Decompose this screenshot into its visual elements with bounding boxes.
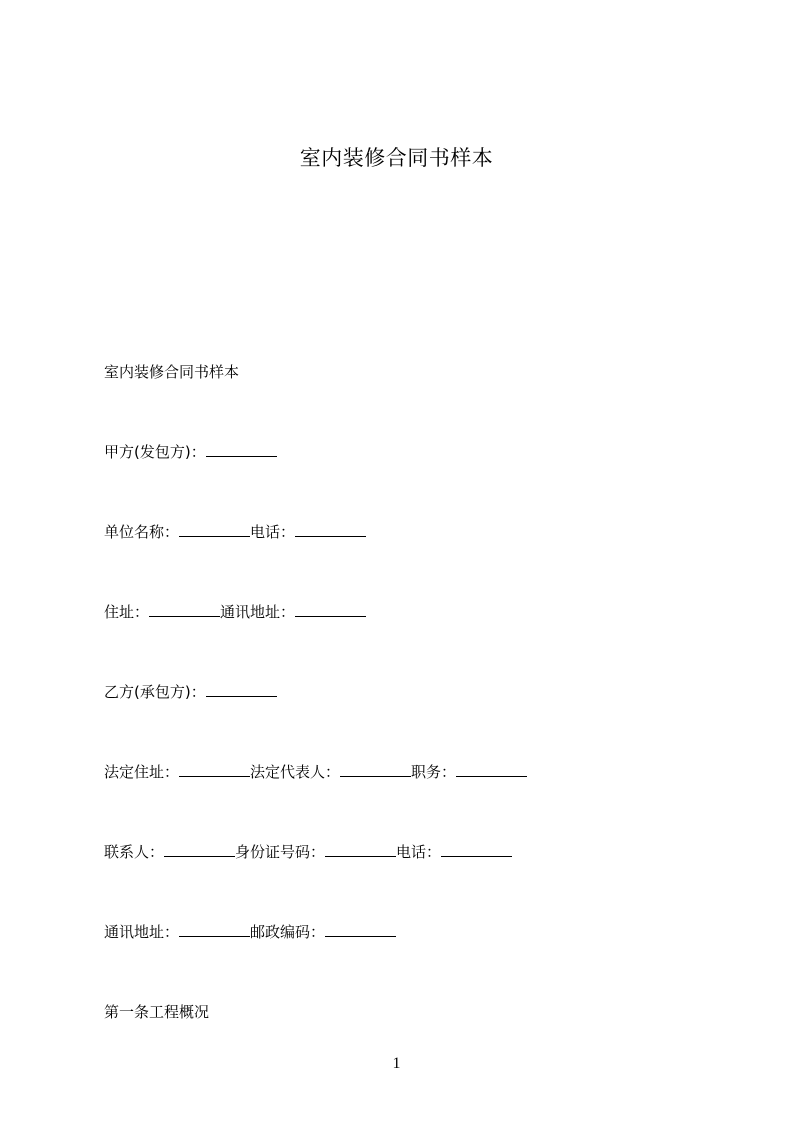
unit-name-blank xyxy=(179,522,250,537)
b-mail-address-blank xyxy=(179,922,250,937)
party-a-blank xyxy=(206,442,277,457)
contact-label: 联系人： xyxy=(104,843,165,861)
address-blank xyxy=(149,602,220,617)
page-number: 1 xyxy=(392,1055,401,1072)
party-b-legal-line xyxy=(104,762,527,782)
mail-address-label: 通讯地址： xyxy=(220,603,296,621)
contact-blank xyxy=(164,842,235,857)
contact-phone-label: 电话： xyxy=(396,843,442,861)
party-b-line xyxy=(104,682,277,702)
unit-name-label: 单位名称： xyxy=(104,523,180,541)
party-b-blank xyxy=(206,682,277,697)
unit-phone-label: 电话： xyxy=(250,523,296,541)
party-a-label: 甲方(发包方)： xyxy=(104,443,206,461)
contact-phone-blank xyxy=(441,842,512,857)
unit-phone-blank xyxy=(295,522,366,537)
party-b-contact-line xyxy=(104,842,512,862)
id-number-label: 身份证号码： xyxy=(235,843,326,861)
legal-rep-blank xyxy=(340,762,411,777)
party-a-address-line xyxy=(104,602,366,622)
legal-rep-label: 法定代表人： xyxy=(250,763,341,781)
mail-address-blank xyxy=(295,602,366,617)
document-subtitle: 室内装修合同书样本 xyxy=(104,363,240,381)
b-mail-address-label: 通讯地址： xyxy=(104,923,180,941)
document-title: 室内装修合同书样本 xyxy=(299,146,494,170)
postcode-blank xyxy=(325,922,396,937)
address-label: 住址： xyxy=(104,603,150,621)
party-b-mail-line xyxy=(104,922,396,942)
legal-address-label: 法定住址： xyxy=(104,763,180,781)
id-number-blank xyxy=(325,842,396,857)
article-1-heading: 第一条工程概况 xyxy=(104,1003,210,1021)
position-label: 职务： xyxy=(411,763,457,781)
party-a-unit-line xyxy=(104,522,366,542)
party-b-label: 乙方(承包方)： xyxy=(104,683,206,701)
party-a-line xyxy=(104,442,277,462)
legal-address-blank xyxy=(179,762,250,777)
postcode-label: 邮政编码： xyxy=(250,923,326,941)
position-blank xyxy=(456,762,527,777)
